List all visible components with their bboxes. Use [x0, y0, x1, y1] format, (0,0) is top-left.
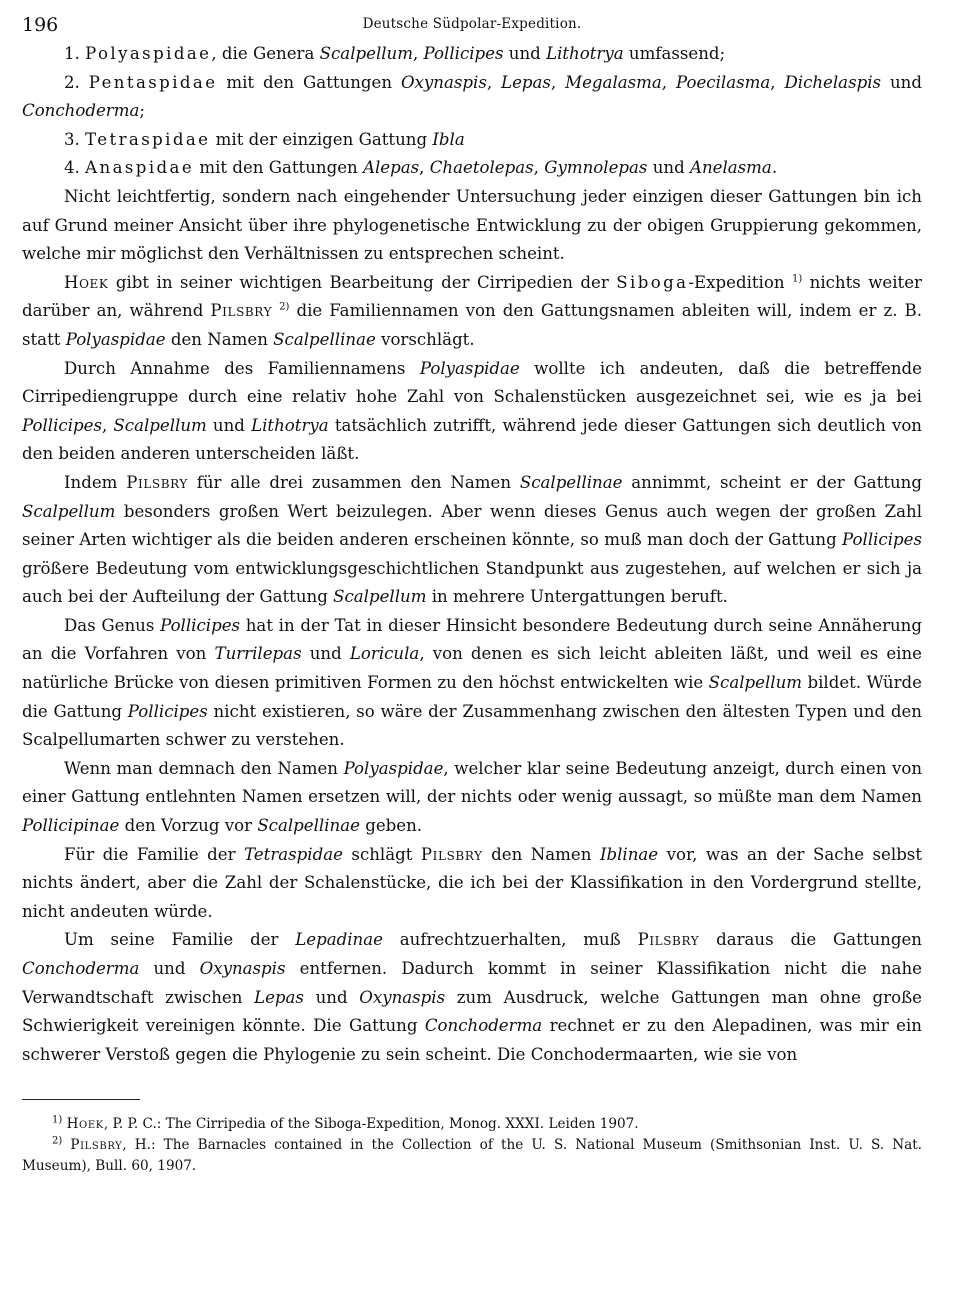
running-title: Deutsche Südpolar-Expedition.	[362, 16, 582, 32]
list-item: 2. Pentaspidae mit den Gattungen Oxynaspis, Lepas, Megalasma, Poecilasma, Dichelaspis und Conchoderma;	[22, 72, 922, 121]
footnote-divider	[22, 1099, 140, 1100]
footnote: $^{2)}$ Pilsbry, H.: The Barnacles contained in the Collection of the U. S. National Museum (Smithsonian Inst. U. S. Nat. Museum), Bull. 60, 1907.	[22, 1135, 922, 1175]
footnote-ref: 1)	[791, 273, 803, 285]
paragraph: Für die Familie der Tetraspidae schlägt Pilsbry den Namen Iblinae vor, was an der Sache selbst nichts ändert, aber die Zahl der Schalenstücke, die ich bei der Klassifikation in den Vordergrund stellte, nicht andeuten würde.	[22, 844, 922, 921]
paragraph: Nicht leichtfertig, sondern nach eingehender Untersuchung jeder einzigen dieser Gattungen bin ich auf Grund meiner Ansicht über ihre phylogenetische Entwicklung zu der obigen Gruppierung gekommen, welche mir möglichst den Verhältnissen zu entsprechen scheint.	[22, 186, 922, 264]
page-header	[22, 0, 922, 40]
list-item: 1. Polyaspidae, die Genera Scalpellum, Pollicipes und Lithotrya umfassend;	[64, 44, 726, 63]
paragraph: Das Genus Pollicipes hat in der Tat in dieser Hinsicht besondere Bedeutung durch seine Annäherung an die Vorfahren von Turrilepas und Loricula, von denen es sich leicht ableiten läßt, und weil es eine natürliche Brücke von diesen primitiven Formen zu den höchst entwickelten wie Scalpellum bildet. Würde die Gattung Pollicipes nicht existieren, so wäre der Zusammenhang zwischen den ältesten Typen und den Scalpellumarten schwer zu verstehen.	[22, 615, 923, 750]
body-text	[22, 40, 922, 1069]
list-item: 3. Tetraspidae mit der einzigen Gattung Ibla	[64, 129, 465, 149]
footnotes	[22, 1114, 922, 1177]
document-page	[22, 0, 922, 1177]
page-number: 196	[22, 14, 59, 36]
paragraph: Um seine Familie der Lepadinae aufrechtzuerhalten, muß Pilsbry daraus die Gattungen Conchoderma und Oxynaspis entfernen. Dadurch kommt in seiner Klassifikation nicht die nahe Verwandtschaft zwischen Lepas und Oxynaspis zum Ausdruck, welche Gattungen man ohne große Schwierigkeit vereinigen könnte. Die Gattung Conchoderma rechnet er zu den Alepadinen, was mir ein schwerer Verstoß gegen die Phylogenie zu sein scheint. Die Conchodermaarten, wie sie von	[22, 930, 923, 1064]
list-item: 4. Anaspidae mit den Gattungen Alepas, Chaetolepas, Gymnolepas und Anelasma.	[64, 158, 778, 178]
paragraph: Hoek gibt in seiner wichtigen Bearbeitung der Cirripedien der Siboga-Expedition $^{1)}$ nichts weiter darüber an, während Pilsbry $^{2)}$ die Familiennamen von den Gattungsnamen ableiten will, indem er z. B. statt Polyaspidae den Namen Scalpellinae vorschlägt.	[22, 272, 922, 349]
paragraph: Durch Annahme des Familiennamens Polyaspidae wollte ich andeuten, daß die betreffende Cirripediengruppe durch eine relativ hohe Zahl von Schalenstücken ausgezeichnet sei, wie es ja bei Pollicipes, Scalpellum und Lithotrya tatsächlich zutrifft, während jede dieser Gattungen sich deutlich von den beiden anderen unterscheiden läßt.	[22, 358, 922, 464]
paragraph: Indem Pilsbry für alle drei zusammen den Namen Scalpellinae annimmt, scheint er der Gattung Scalpellum besonders großen Wert beizulegen. Aber wenn dieses Genus auch wegen der großen Zahl seiner Arten wichtiger als die beiden anderen erscheinen könnte, so muß man doch der Gattung Pollicipes größere Bedeutung vom entwicklungsgeschichtlichen Standpunkt aus zugestehen, auf welchen er sich ja auch bei der Aufteilung der Gattung Scalpellum in mehrere Untergattungen beruft.	[22, 472, 922, 607]
footnote: $^{1)}$ Hoek, P. P. C.: The Cirripedia of the Siboga-Expedition, Monog. XXXI. Leiden 1907.	[52, 1114, 639, 1133]
footnote-ref: 2)	[279, 301, 290, 313]
paragraph: Wenn man demnach den Namen Polyaspidae, welcher klar seine Bedeutung anzeigt, durch einen von einer Gattung entlehnten Namen ersetzen will, der nichts oder wenig aussagt, so müßte man dem Namen Pollicipinae den Vorzug vor Scalpellinae geben.	[22, 758, 923, 836]
